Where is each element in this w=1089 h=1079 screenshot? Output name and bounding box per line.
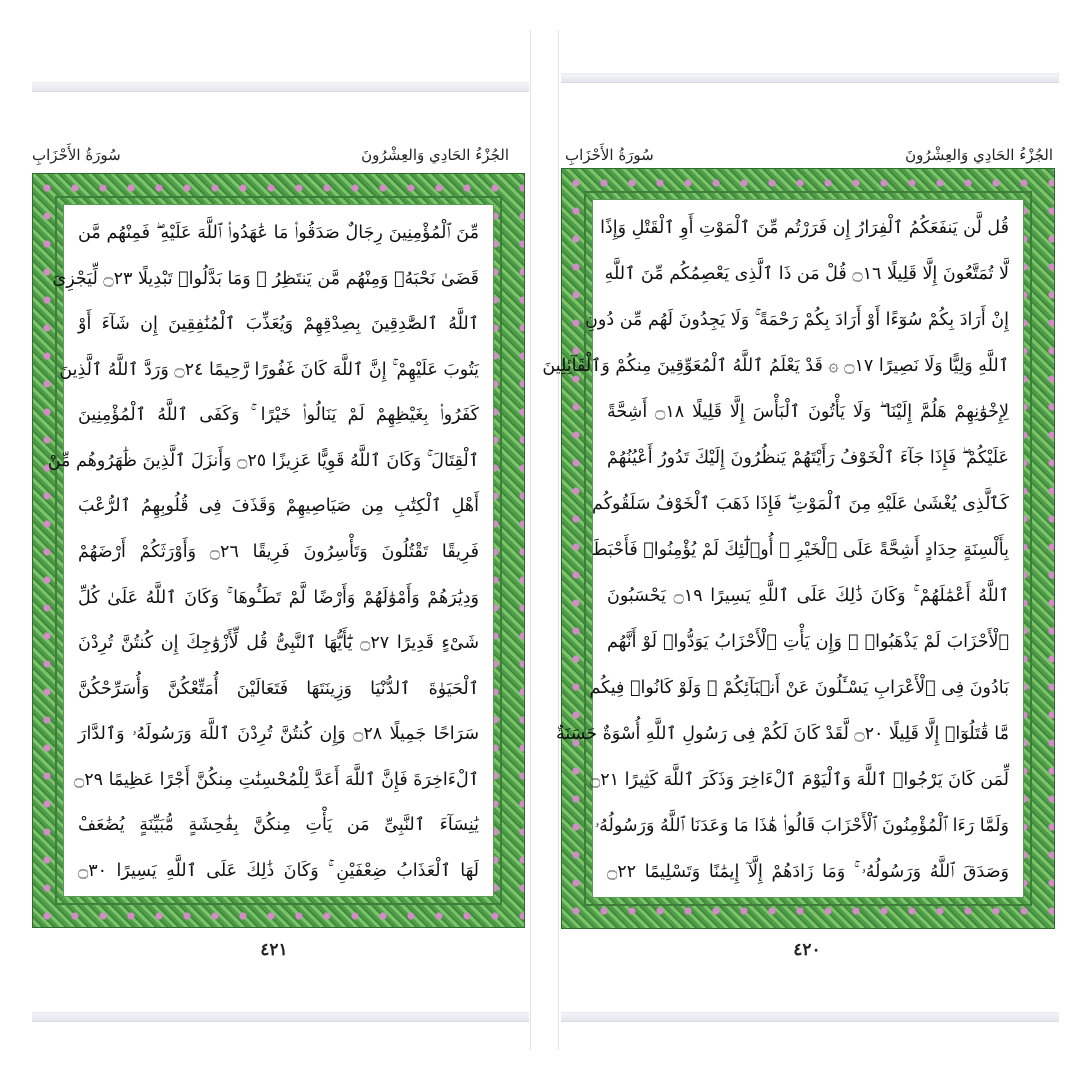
- bottom-scroll-bar: [561, 1012, 1059, 1022]
- text-line: لَّا تُمَتَّعُونَ إِلَّا قَلِيلًا ۝١٦ قُلْ مَن ذَا ٱلَّذِى يَعْصِمُكُم مِّنَ ٱللَّهِ: [604, 264, 1009, 284]
- text-line: قُل لَّن يَنفَعَكُمُ ٱلْفِرَارُ إِن فَرَرْتُم مِّنَ ٱلْمَوْتِ أَوِ ٱلْقَتْلِ وَإِذًا: [600, 218, 1009, 238]
- page-divider: [530, 30, 531, 1050]
- text-line: ٱللَّهِ وَلِيًّا وَلَا نَصِيرًا ۝١٧ ۞ قَدْ يَعْلَمُ ٱللَّهُ ٱلْمُعَوِّقِينَ مِنكُمْ وَٱلْقَآئِلِينَ: [542, 356, 1009, 376]
- top-scroll-bar: [32, 82, 529, 92]
- text-line: مِّنَ ٱلْمُؤْمِنِينَ رِجَالٌ صَدَقُوا۟ مَا عَٰهَدُوا۟ ٱللَّهَ عَلَيْهِ ۖ فَمِنْهُم مَّن: [78, 223, 479, 243]
- text-line: سَرَاحًا جَمِيلًا ۝٢٨ وَإِن كُنتُنَّ تُرِدْنَ ٱللَّهَ وَرَسُولَهُۥ وَٱلدَّارَ: [78, 724, 479, 745]
- verse-text-box: [47, 204, 494, 897]
- text-line: يَٰنِسَآءَ ٱلنَّبِىِّ مَن يَأْتِ مِنكُنَّ بِفَٰحِشَةٍ مُّبَيِّنَةٍ يُضَٰعَفْ: [78, 815, 479, 836]
- text-line: بِأَلْسِنَةٍ حِدَادٍ أَشِحَّةً عَلَى ٱلْخَيْرِ ۚ أُو۟لَٰٓئِكَ لَمْ يُؤْمِنُوا۟ فَأَحْبَطَ: [591, 540, 1009, 560]
- ornamental-border: [542, 168, 1055, 929]
- text-line: ٱلْءَاخِرَةَ فَإِنَّ ٱللَّهَ أَعَدَّ لِلْمُحْسِنَٰتِ مِنكُنَّ أَجْرًا عَظِيمًا ۝٢٩: [73, 769, 479, 790]
- text-line: ٱلْأَحْزَابَ لَمْ يَذْهَبُوا۟ ۖ وَإِن يَأْتِ ٱلْأَحْزَابُ يَوَدُّوا۟ لَوْ أَنَّهُم: [607, 632, 1009, 652]
- page-divider: [558, 30, 559, 1050]
- text-line: لَهَا ٱلْعَذَابُ ضِعْفَيْنِ ۚ وَكَانَ ذَٰلِكَ عَلَى ٱللَّهِ يَسِيرًا ۝٣٠: [78, 860, 479, 881]
- text-line: ٱللَّهُ أَعْمَٰلَهُمْ ۚ وَكَانَ ذَٰلِكَ عَلَى ٱللَّهِ يَسِيرًا ۝١٩ يَحْسَبُونَ: [607, 586, 1009, 606]
- juz-header: الجُزْءُ الحَادِي وَالعِشْرُونَ: [905, 146, 1053, 164]
- surah-header: سُورَةُ الأَحْزَابِ: [32, 146, 121, 164]
- mushaf-page-421: [0, 0, 529, 1079]
- text-line: وَصَدَقَ ٱللَّهُ وَرَسُولُهُۥ ۚ وَمَا زَادَهُمْ إِلَّآ إِيمَٰنًا وَتَسْلِيمًا ۝٢٢: [607, 862, 1009, 882]
- text-line: يَتُوبَ عَلَيْهِمْ ۚ إِنَّ ٱللَّهَ كَانَ غَفُورًا رَّحِيمًا ۝٢٤ وَرَدَّ ٱللَّهُ ٱلَّذِينَ: [59, 359, 479, 380]
- text-line: كَٱلَّذِى يُغْشَىٰ عَلَيْهِ مِنَ ٱلْمَوْتِ ۖ فَإِذَا ذَهَبَ ٱلْخَوْفُ سَلَقُوكُم: [592, 494, 1009, 514]
- text-line: إِنْ أَرَادَ بِكُمْ سُوٓءًا أَوْ أَرَادَ بِكُمْ رَحْمَةً ۚ وَلَا يَجِدُونَ لَهُم مِّن دُونِ: [585, 310, 1009, 330]
- text-line: وَدِيَٰرَهُمْ وَأَمْوَٰلَهُمْ وَأَرْضًا لَّمْ تَطَـُٔوهَا ۚ وَكَانَ ٱللَّهُ عَلَىٰ كُلِّ: [78, 587, 479, 608]
- text-line: لِإِخْوَٰنِهِمْ هَلُمَّ إِلَيْنَا ۖ وَلَا يَأْتُونَ ٱلْبَأْسَ إِلَّا قَلِيلًا ۝١٨ أَشِحَّةً: [607, 402, 1009, 422]
- text-line: ٱلْقِتَالَ ۚ وَكَانَ ٱللَّهُ قَوِيًّا عَزِيزًا ۝٢٥ وَأَنزَلَ ٱلَّذِينَ ظَٰهَرُوهُم مِّنْ: [47, 450, 479, 471]
- text-line: أَهْلِ ٱلْكِتَٰبِ مِن صَيَاصِيهِمْ وَقَذَفَ فِى قُلُوبِهِمُ ٱلرُّعْبَ: [78, 496, 479, 517]
- text-line: قَضَىٰ نَحْبَهُۥ وَمِنْهُم مَّن يَنتَظِرُ ۖ وَمَا بَدَّلُوا۟ تَبْدِيلًا ۝٢٣ لِّيَجْزِىَ: [52, 268, 479, 289]
- text-line: وَلَمَّا رَءَا ٱلْمُؤْمِنُونَ ٱلْأَحْزَابَ قَالُوا۟ هَٰذَا مَا وَعَدَنَا ٱللَّهُ وَرَسُولُهُۥ: [594, 816, 1009, 836]
- text-line: لِّمَن كَانَ يَرْجُوا۟ ٱللَّهَ وَٱلْيَوْمَ ٱلْءَاخِرَ وَذَكَرَ ٱللَّهَ كَثِيرًا ۝٢١: [589, 770, 1009, 790]
- text-line: بَادُونَ فِى ٱلْأَعْرَابِ يَسْـَٔلُونَ عَنْ أَنۢبَآئِكُمْ ۖ وَلَوْ كَانُوا۟ فِيكُم: [589, 678, 1009, 698]
- text-line: فَرِيقًا تَقْتُلُونَ وَتَأْسِرُونَ فَرِيقًا ۝٢٦ وَأَوْرَثَكُمْ أَرْضَهُمْ: [78, 541, 479, 562]
- top-scroll-bar: [561, 73, 1059, 83]
- page-number: ٤٢١: [260, 940, 288, 960]
- page-number: ٤٢٠: [793, 940, 821, 960]
- text-line: ٱللَّهُ ٱلصَّٰدِقِينَ بِصِدْقِهِمْ وَيُعَذِّبَ ٱلْمُنَٰفِقِينَ إِن شَآءَ أَوْ: [78, 314, 479, 335]
- mushaf-page-420: [542, 0, 1089, 1079]
- juz-header: الجُزْءُ الحَادِي وَالعِشْرُونَ: [361, 146, 509, 164]
- verse-text-box: [542, 199, 1024, 898]
- bottom-scroll-bar: [32, 1012, 529, 1022]
- text-line: مَّا قَٰتَلُوٓا۟ إِلَّا قَلِيلًا ۝٢٠ لَّقَدْ كَانَ لَكُمْ فِى رَسُولِ ٱللَّهِ أُسْوَةٌ حَسَنَةٌ: [555, 724, 1009, 744]
- ornamental-border: [32, 173, 525, 928]
- text-line: كَفَرُوا۟ بِغَيْظِهِمْ لَمْ يَنَالُوا۟ خَيْرًا ۚ وَكَفَى ٱللَّهُ ٱلْمُؤْمِنِينَ: [78, 405, 479, 426]
- text-line: عَلَيْكُمْ ۖ فَإِذَا جَآءَ ٱلْخَوْفُ رَأَيْتَهُمْ يَنظُرُونَ إِلَيْكَ تَدُورُ أَعْيُنُهُمْ: [607, 448, 1009, 468]
- surah-header: سُورَةُ الأَحْزَابِ: [565, 146, 654, 164]
- text-line: ٱلْحَيَوٰةَ ٱلدُّنْيَا وَزِينَتَهَا فَتَعَالَيْنَ أُمَتِّعْكُنَّ وَأُسَرِّحْكُنَّ: [78, 678, 479, 699]
- text-line: شَىْءٍ قَدِيرًا ۝٢٧ يَٰٓأَيُّهَا ٱلنَّبِىُّ قُل لِّأَزْوَٰجِكَ إِن كُنتُنَّ تُرِدْنَ: [78, 633, 480, 654]
